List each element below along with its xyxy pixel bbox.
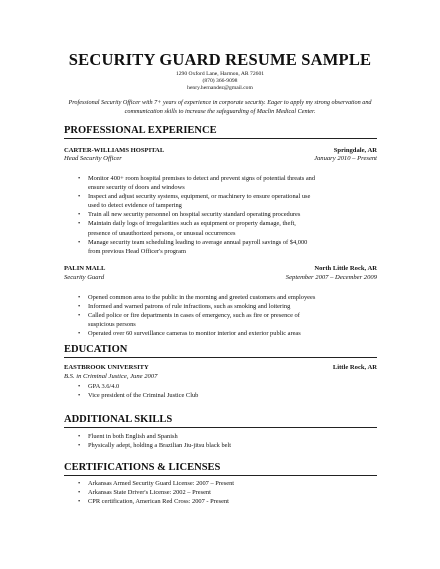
contact-email: henry.hernandez@gmail.com [187, 85, 253, 91]
list-item-continuation: presence of unauthorized persons, or unusual occurrences [88, 229, 236, 237]
list-item-continuation: from previous Head Officer's program [88, 247, 186, 255]
list-item: • CPR certification, American Red Cross: 2007 - Present [78, 497, 391, 506]
list-item: • Informed and warned patrons of rule infractions, such as smoking and loitering [78, 302, 391, 311]
list-item: • Called police or fire departments in cases of emergency, such as fire or presence of [78, 311, 391, 320]
job-location: North Little Rock, AR [314, 265, 377, 272]
section-heading-skills: ADDITIONAL SKILLS [64, 413, 377, 428]
list-item: • Manage security team scheduling leading to average annual payroll savings of $4,000 [78, 238, 391, 247]
education-location: Little Rock, AR [332, 364, 377, 371]
job-bullets [64, 293, 391, 338]
job-location: Springdale, AR [333, 147, 377, 154]
summary: Professional Security Officer with 7+ years of experience in corporate security. Eager to apply my strong observation and communication skills to increase the safeguarding of Maclin Medical Center. [68, 99, 372, 115]
list-item-continuation: ensure security of doors and windows [88, 184, 185, 192]
resume-title: SECURITY GUARD RESUME SAMPLE [68, 50, 372, 69]
section-heading-experience: PROFESSIONAL EXPERIENCE [64, 124, 377, 139]
contact-address: 1290 Oxford Lane, Harmon, AR 72601 [175, 71, 265, 77]
skills-bullets [64, 432, 391, 450]
education-school: EASTBROOK UNIVERSITY [64, 364, 149, 371]
list-item: • Inspect and adjust security systems, equipment, or machinery to ensure operational use [78, 192, 391, 201]
education-header [64, 364, 377, 373]
certifications-bullets [64, 479, 391, 506]
section-heading-certifications: CERTIFICATIONS & LICENSES [64, 461, 377, 476]
list-item: • Arkansas State Driver's License: 2002 – Present [78, 488, 391, 497]
list-item: • Vice president of the Criminal Justice Club [78, 391, 391, 400]
contact-phone: (870) 366-9098 [202, 78, 238, 84]
job-employer: PALIN MALL [64, 265, 106, 272]
list-item: • Maintain daily logs of irregularities such as equipment or property damage, theft, [78, 219, 391, 228]
job-header [64, 265, 377, 274]
job-role: Security Guard [64, 274, 105, 281]
education-degree-row [64, 373, 377, 382]
education-degree: B.S. in Criminal Justice, June 2007 [64, 373, 158, 380]
contact-block [0, 71, 440, 92]
section-heading-education: EDUCATION [64, 343, 377, 358]
list-item: • Fluent in both English and Spanish [78, 432, 391, 441]
list-item: • GPA 3.6/4.0 [78, 382, 391, 391]
job-subheader [64, 155, 377, 164]
job-bullets [64, 174, 391, 256]
list-item: • Opened common area to the public in the morning and greeted customers and employees [78, 293, 391, 302]
list-item: • Operated over 60 surveillance cameras to monitor interior and exterior public areas [78, 329, 391, 338]
list-item: • Monitor 400+ room hospital premises to detect and prevent signs of potential threats and [78, 174, 391, 183]
job-dates: January 2010 – Present [314, 155, 377, 162]
list-item: • Arkansas Armed Security Guard License: 2007 – Present [78, 479, 391, 488]
job-subheader [64, 274, 377, 283]
list-item-continuation: suspicious persons [88, 321, 136, 329]
list-item: • Train all new security personnel on hospital security standard operating procedures [78, 210, 391, 219]
job-employer: CARTER-WILLIAMS HOSPITAL [64, 147, 165, 154]
list-item: • Physically adept, holding a Brazilian Jiu-jitsu black belt [78, 441, 391, 450]
job-role: Head Security Officer [64, 155, 122, 162]
list-item-continuation: used to detect evidence of tampering [88, 202, 182, 210]
education-bullets [64, 382, 391, 400]
job-dates: September 2007 – December 2009 [285, 274, 377, 281]
